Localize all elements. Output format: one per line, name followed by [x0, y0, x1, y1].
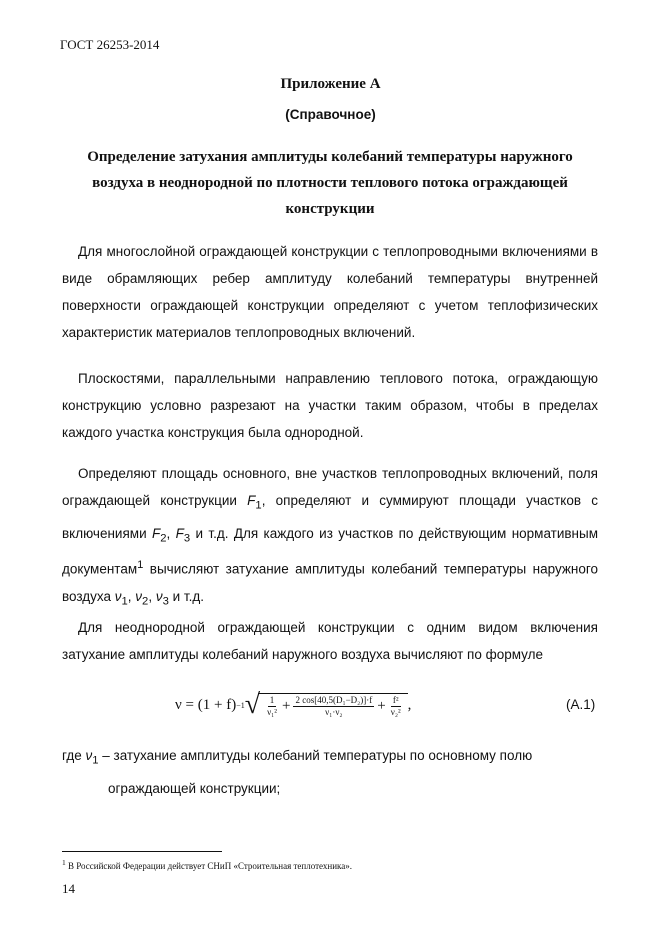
paragraph-3-text-c: ,: [166, 525, 176, 541]
where-symbol: ν: [85, 748, 93, 763]
formula-a1: [175, 683, 411, 727]
formula-exponent: −1: [236, 700, 245, 710]
symbol-f1: F: [247, 493, 256, 508]
footnote-reference: 1: [137, 559, 144, 572]
formula-term-1: [265, 695, 279, 718]
appendix-heading: Определение затухания амплитуды колебаний температуры наружного воздуха в неоднородной по плотности теплового потока ограждающей конструкции: [87, 149, 573, 217]
where-lead: где: [62, 748, 86, 763]
standard-header: ГОСТ 26253-2014: [60, 37, 160, 52]
paragraph-1: [62, 238, 598, 346]
term-2-numerator: 2 cos[40,5(D₁−D₂)]·f: [295, 694, 373, 705]
appendix-title: Приложение А: [280, 76, 381, 92]
where-dash: –: [98, 748, 114, 763]
formula-plus-1: +: [281, 697, 291, 714]
formula-lhs: ν = (1 + f): [175, 696, 237, 713]
symbol-nu-2: ν: [135, 588, 143, 604]
symbol-f2-sub: 2: [160, 532, 167, 545]
equation-number: (А.1): [566, 697, 596, 712]
symbol-f1-sub: 1: [255, 499, 262, 512]
appendix-subtitle: (Справочное): [285, 107, 376, 122]
symbol-nu-3-sub: 3: [162, 595, 169, 608]
formula-plus-2: +: [377, 697, 386, 714]
symbol-nu-1: ν: [114, 588, 122, 604]
footnote-mark: 1: [62, 858, 66, 867]
formula-term-2: [293, 695, 374, 718]
where-text-2: ограждающей конструкции;: [108, 780, 281, 796]
where-symbol-sub: 1: [92, 754, 99, 767]
paragraph-3-text-b: , определяют и суммируют площади участков с включениями: [62, 493, 598, 541]
formula-end: ,: [407, 696, 412, 713]
radical-sign: √: [244, 689, 261, 720]
footnote: [62, 858, 352, 871]
paragraph-3-text-a: Определяют площадь основного, вне участков теплопроводных включений, поля ограждающей конструкции: [62, 466, 598, 508]
term-1-numerator: 1: [269, 694, 275, 705]
symbol-f2: F: [151, 525, 161, 541]
where-clause: [62, 742, 598, 802]
paragraph-3-text-f: и т.д.: [168, 588, 204, 604]
symbol-nu-3: ν: [155, 588, 163, 604]
paragraph-2: [62, 365, 598, 446]
symbol-f3-sub: 3: [183, 532, 191, 545]
formula-term-3: [389, 695, 403, 718]
footnote-text: В Российской Федерации действует СНиП «Строительная теплотехника».: [65, 861, 353, 871]
paragraph-2-text: Плоскостями, параллельными направлению теплового потока, ограждающую конструкцию условно разрезают на участки таким образом, чтобы в пределах каждого участка конструкция была однородной.: [62, 371, 598, 440]
paragraph-1-text: Для многослойной ограждающей конструкции с теплопроводными включениями в виде обрамляющих ребер амплитуду колебаний температуры внутренней поверхности ограждающей конструкции определяют с учетом теплофизических характеристик материалов теплопроводных включений.: [62, 244, 598, 340]
footnote-divider: [62, 851, 222, 852]
paragraph-3: Определяют площадь основного, вне участков теплопроводных включений, поля ограждающей конструкции $F_1$, определяют и суммируют площади участков с включениями $F_2$, $F_3$ и т.д. Для каждого из участков по действующим нормативным документам$^1$ вычисляют затухание амплитуды колебаний температуры наружного воздуха $\nu_1$, $\nu_2$, $\nu_3$ и т.д.: [62, 466, 598, 608]
symbol-nu-1-sub: 1: [121, 595, 128, 608]
symbol-nu-2-sub: 2: [142, 595, 149, 608]
page-number: 14: [62, 881, 75, 896]
term-3-denominator: ν₂²: [390, 706, 401, 717]
where-text-1: затухание амплитуды колебаний температуры по основному полю: [113, 748, 533, 763]
term-2-denominator: ν₁·ν₂: [325, 706, 343, 717]
term-1-denominator: ν₁²: [267, 706, 277, 717]
paragraph-4: [62, 614, 598, 668]
term-3-numerator: f²: [392, 694, 399, 705]
paragraph-3-text-d: и т.д. Для каждого из участков по действующим нормативным документам: [62, 525, 598, 577]
paragraph-4-text: Для неоднородной ограждающей конструкции с одним видом включения затухание амплитуды колебаний наружного воздуха вычисляют по формуле: [62, 620, 598, 662]
symbol-f3: F: [175, 525, 184, 541]
paragraph-3-text-e: вычисляют затухание амплитуды колебаний температуры наружного воздуха: [62, 561, 598, 604]
formula-radicand: [258, 693, 408, 718]
